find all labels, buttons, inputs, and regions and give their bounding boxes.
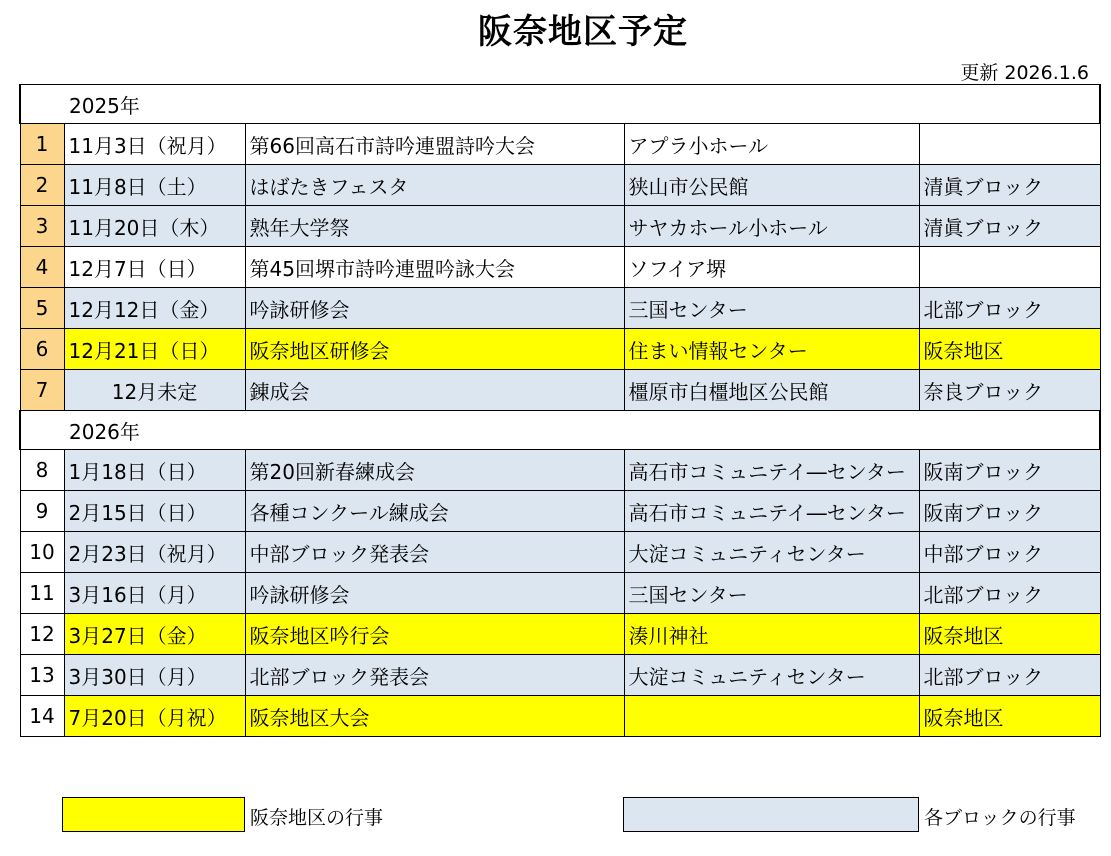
event-organizer: 阪奈地区 — [919, 614, 1100, 655]
row-number: 5 — [20, 288, 64, 329]
event-venue: 高石市コミュニテイ―センター — [624, 491, 919, 532]
row-number: 9 — [20, 491, 64, 532]
row-number: 3 — [20, 206, 64, 247]
event-organizer: 北部ブロック — [919, 288, 1100, 329]
table-row — [20, 165, 1100, 206]
table-row — [20, 370, 1100, 411]
event-name: 阪奈地区研修会 — [245, 329, 624, 370]
row-number: 7 — [20, 370, 64, 411]
event-organizer: 中部ブロック — [919, 532, 1100, 573]
table-row — [20, 247, 1100, 288]
event-organizer: 阪南ブロック — [919, 450, 1100, 491]
event-organizer: 阪南ブロック — [919, 491, 1100, 532]
event-venue: 橿原市白橿地区公民館 — [624, 370, 919, 411]
event-venue: 大淀コミュニティセンター — [624, 532, 919, 573]
event-venue: 住まい情報センター — [624, 329, 919, 370]
table-row — [20, 696, 1100, 737]
table-row — [20, 655, 1100, 696]
event-venue: 三国センター — [624, 288, 919, 329]
updated-date: 更新 2026.1.6 — [960, 62, 1089, 84]
row-number: 6 — [20, 329, 64, 370]
schedule-table — [19, 84, 1101, 737]
legend-district-swatch — [62, 797, 245, 832]
table-row — [20, 288, 1100, 329]
table-row — [20, 491, 1100, 532]
event-venue: 大淀コミュニティセンター — [624, 655, 919, 696]
row-number: 2 — [20, 165, 64, 206]
event-organizer — [919, 247, 1100, 288]
event-name: 中部ブロック発表会 — [245, 532, 624, 573]
table-row — [20, 532, 1100, 573]
year-header-row — [20, 85, 1100, 124]
event-date: 3月27日（金） — [64, 614, 245, 655]
event-date: 1月18日（日） — [64, 450, 245, 491]
event-name: 各種コンクール練成会 — [245, 491, 624, 532]
event-date: 7月20日（月祝） — [64, 696, 245, 737]
event-date: 3月16日（月） — [64, 573, 245, 614]
row-number: 11 — [20, 573, 64, 614]
event-name: 吟詠研修会 — [245, 573, 624, 614]
event-name: はばたきフェスタ — [245, 165, 624, 206]
event-name: 吟詠研修会 — [245, 288, 624, 329]
year-label: 2025年 — [20, 85, 1100, 124]
row-number: 4 — [20, 247, 64, 288]
year-header-row — [20, 411, 1100, 450]
event-date: 12月21日（日） — [64, 329, 245, 370]
event-venue: ソフイア堺 — [624, 247, 919, 288]
event-organizer: 北部ブロック — [919, 573, 1100, 614]
row-number: 8 — [20, 450, 64, 491]
event-organizer: 阪奈地区 — [919, 696, 1100, 737]
event-name: 錬成会 — [245, 370, 624, 411]
row-number: 10 — [20, 532, 64, 573]
event-organizer: 清眞ブロック — [919, 206, 1100, 247]
event-venue — [624, 696, 919, 737]
event-date: 12月12日（金） — [64, 288, 245, 329]
event-date: 2月15日（日） — [64, 491, 245, 532]
row-number: 13 — [20, 655, 64, 696]
event-organizer: 奈良ブロック — [919, 370, 1100, 411]
event-name: 第66回高石市詩吟連盟詩吟大会 — [245, 124, 624, 165]
table-row — [20, 206, 1100, 247]
legend-block-label: 各ブロックの行事 — [924, 807, 1076, 829]
row-number: 14 — [20, 696, 64, 737]
legend-district-label: 阪奈地区の行事 — [250, 807, 384, 829]
legend-block-swatch — [623, 797, 919, 832]
event-venue: アプラ小ホール — [624, 124, 919, 165]
event-venue: 三国センター — [624, 573, 919, 614]
event-date: 11月3日（祝月） — [64, 124, 245, 165]
event-venue: 狭山市公民館 — [624, 165, 919, 206]
table-row — [20, 614, 1100, 655]
event-date: 11月8日（土） — [64, 165, 245, 206]
event-venue: 湊川神社 — [624, 614, 919, 655]
table-row — [20, 124, 1100, 165]
table-row — [20, 329, 1100, 370]
row-number: 12 — [20, 614, 64, 655]
event-date: 3月30日（月） — [64, 655, 245, 696]
page-title: 阪奈地区予定 — [478, 12, 688, 52]
event-date: 12月7日（日） — [64, 247, 245, 288]
event-name: 阪奈地区吟行会 — [245, 614, 624, 655]
table-row — [20, 450, 1100, 491]
event-date: 12月未定 — [64, 370, 245, 411]
table-row — [20, 573, 1100, 614]
event-name: 阪奈地区大会 — [245, 696, 624, 737]
event-date: 2月23日（祝月） — [64, 532, 245, 573]
event-organizer: 清眞ブロック — [919, 165, 1100, 206]
event-organizer: 北部ブロック — [919, 655, 1100, 696]
event-name: 熟年大学祭 — [245, 206, 624, 247]
event-name: 北部ブロック発表会 — [245, 655, 624, 696]
event-name: 第45回堺市詩吟連盟吟詠大会 — [245, 247, 624, 288]
event-venue: サヤカホール小ホール — [624, 206, 919, 247]
year-label: 2026年 — [20, 411, 1100, 450]
event-name: 第20回新春練成会 — [245, 450, 624, 491]
event-date: 11月20日（木） — [64, 206, 245, 247]
event-venue: 高石市コミュニテイ―センター — [624, 450, 919, 491]
row-number: 1 — [20, 124, 64, 165]
event-organizer — [919, 124, 1100, 165]
event-organizer: 阪奈地区 — [919, 329, 1100, 370]
